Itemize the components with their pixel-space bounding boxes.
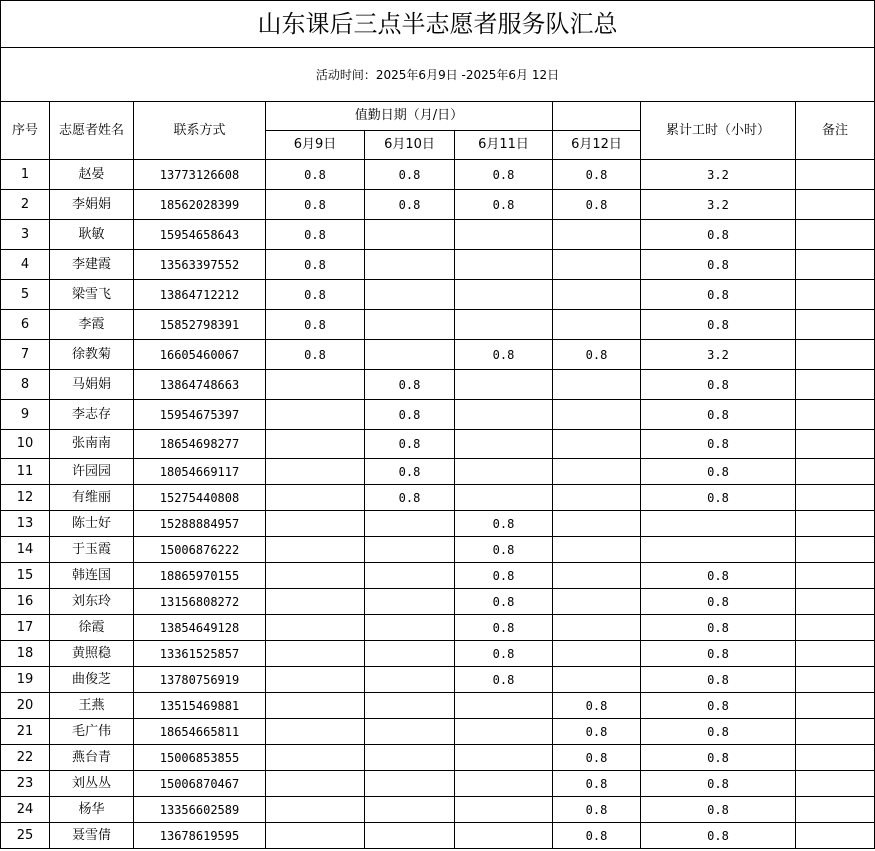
cell-date-3 bbox=[455, 797, 553, 823]
cell-date-3 bbox=[455, 719, 553, 745]
cell-date-2: 0.8 bbox=[365, 459, 455, 485]
cell-date-4: 0.8 bbox=[553, 719, 641, 745]
cell-seq: 15 bbox=[1, 563, 50, 589]
cell-total-hours: 0.8 bbox=[641, 563, 796, 589]
cell-remark bbox=[796, 719, 875, 745]
cell-date-2 bbox=[365, 797, 455, 823]
cell-date-3 bbox=[455, 430, 553, 459]
table-row bbox=[1, 280, 875, 310]
cell-name: 张南南 bbox=[50, 430, 134, 459]
cell-date-1 bbox=[266, 430, 365, 459]
cell-date-2: 0.8 bbox=[365, 400, 455, 430]
cell-date-1 bbox=[266, 641, 365, 667]
cell-seq: 8 bbox=[1, 370, 50, 400]
cell-date-3 bbox=[455, 485, 553, 511]
cell-total-hours: 0.8 bbox=[641, 615, 796, 641]
cell-remark bbox=[796, 589, 875, 615]
cell-total-hours: 0.8 bbox=[641, 693, 796, 719]
cell-total-hours: 0.8 bbox=[641, 370, 796, 400]
cell-name: 聂雪倩 bbox=[50, 823, 134, 849]
cell-seq: 9 bbox=[1, 400, 50, 430]
cell-date-3: 0.8 bbox=[455, 615, 553, 641]
cell-total-hours: 0.8 bbox=[641, 667, 796, 693]
cell-date-2 bbox=[365, 823, 455, 849]
table-row bbox=[1, 430, 875, 459]
cell-date-4 bbox=[553, 589, 641, 615]
cell-date-3: 0.8 bbox=[455, 160, 553, 190]
cell-total-hours: 0.8 bbox=[641, 485, 796, 511]
cell-name: 马娟娟 bbox=[50, 370, 134, 400]
cell-name: 李建霞 bbox=[50, 250, 134, 280]
table-row bbox=[1, 745, 875, 771]
cell-remark bbox=[796, 310, 875, 340]
cell-total-hours: 0.8 bbox=[641, 310, 796, 340]
cell-date-4 bbox=[553, 615, 641, 641]
cell-total-hours: 0.8 bbox=[641, 400, 796, 430]
table-row bbox=[1, 310, 875, 340]
cell-date-4: 0.8 bbox=[553, 693, 641, 719]
cell-date-3 bbox=[455, 280, 553, 310]
cell-date-2 bbox=[365, 250, 455, 280]
header-duty-dates-spacer bbox=[553, 102, 641, 131]
cell-remark bbox=[796, 693, 875, 719]
cell-date-3: 0.8 bbox=[455, 537, 553, 563]
cell-remark bbox=[796, 615, 875, 641]
cell-date-2 bbox=[365, 745, 455, 771]
table-row bbox=[1, 250, 875, 280]
cell-phone: 18865970155 bbox=[134, 563, 266, 589]
cell-date-1 bbox=[266, 511, 365, 537]
cell-date-1 bbox=[266, 615, 365, 641]
cell-date-3: 0.8 bbox=[455, 667, 553, 693]
cell-phone: 13678619595 bbox=[134, 823, 266, 849]
cell-remark bbox=[796, 771, 875, 797]
cell-name: 曲俊芝 bbox=[50, 667, 134, 693]
cell-total-hours bbox=[641, 537, 796, 563]
cell-total-hours: 0.8 bbox=[641, 745, 796, 771]
cell-date-1 bbox=[266, 563, 365, 589]
header-date-1: 6月9日 bbox=[266, 131, 365, 160]
cell-phone: 15275440808 bbox=[134, 485, 266, 511]
cell-date-4: 0.8 bbox=[553, 160, 641, 190]
cell-date-2: 0.8 bbox=[365, 430, 455, 459]
cell-seq: 13 bbox=[1, 511, 50, 537]
cell-name: 李霞 bbox=[50, 310, 134, 340]
cell-seq: 19 bbox=[1, 667, 50, 693]
cell-name: 徐教菊 bbox=[50, 340, 134, 370]
cell-remark bbox=[796, 667, 875, 693]
cell-remark bbox=[796, 160, 875, 190]
cell-date-1: 0.8 bbox=[266, 220, 365, 250]
cell-remark bbox=[796, 370, 875, 400]
cell-remark bbox=[796, 797, 875, 823]
cell-date-3 bbox=[455, 459, 553, 485]
cell-seq: 7 bbox=[1, 340, 50, 370]
cell-seq: 22 bbox=[1, 745, 50, 771]
table-row bbox=[1, 771, 875, 797]
table-row bbox=[1, 589, 875, 615]
header-date-3: 6月11日 bbox=[455, 131, 553, 160]
header-duty-dates: 值勤日期（月/日） bbox=[266, 102, 553, 131]
header-total-hours: 累计工时（小时） bbox=[641, 102, 796, 160]
table-row bbox=[1, 370, 875, 400]
cell-total-hours: 0.8 bbox=[641, 771, 796, 797]
cell-date-3: 0.8 bbox=[455, 340, 553, 370]
cell-date-1 bbox=[266, 485, 365, 511]
cell-date-2 bbox=[365, 220, 455, 250]
cell-seq: 4 bbox=[1, 250, 50, 280]
cell-name: 耿敏 bbox=[50, 220, 134, 250]
cell-date-1 bbox=[266, 823, 365, 849]
cell-date-1: 0.8 bbox=[266, 340, 365, 370]
cell-phone: 13156808272 bbox=[134, 589, 266, 615]
cell-phone: 15288884957 bbox=[134, 511, 266, 537]
cell-date-2: 0.8 bbox=[365, 370, 455, 400]
cell-date-2 bbox=[365, 693, 455, 719]
table-row bbox=[1, 615, 875, 641]
cell-date-4 bbox=[553, 667, 641, 693]
cell-phone: 18654698277 bbox=[134, 430, 266, 459]
table-row bbox=[1, 400, 875, 430]
cell-date-2 bbox=[365, 641, 455, 667]
cell-date-2: 0.8 bbox=[365, 485, 455, 511]
cell-name: 赵晏 bbox=[50, 160, 134, 190]
cell-remark bbox=[796, 340, 875, 370]
table-row bbox=[1, 641, 875, 667]
cell-phone: 13780756919 bbox=[134, 667, 266, 693]
cell-date-3 bbox=[455, 310, 553, 340]
cell-date-2 bbox=[365, 589, 455, 615]
cell-date-1 bbox=[266, 797, 365, 823]
cell-date-2 bbox=[365, 719, 455, 745]
cell-date-3 bbox=[455, 745, 553, 771]
cell-phone: 13773126608 bbox=[134, 160, 266, 190]
cell-name: 燕台青 bbox=[50, 745, 134, 771]
cell-date-4: 0.8 bbox=[553, 190, 641, 220]
cell-phone: 15954658643 bbox=[134, 220, 266, 250]
cell-phone: 15852798391 bbox=[134, 310, 266, 340]
cell-date-1 bbox=[266, 745, 365, 771]
cell-total-hours: 0.8 bbox=[641, 459, 796, 485]
header-date-4: 6月12日 bbox=[553, 131, 641, 160]
cell-date-3 bbox=[455, 220, 553, 250]
header-contact: 联系方式 bbox=[134, 102, 266, 160]
cell-name: 于玉霞 bbox=[50, 537, 134, 563]
cell-date-4 bbox=[553, 280, 641, 310]
cell-phone: 15006876222 bbox=[134, 537, 266, 563]
cell-date-1: 0.8 bbox=[266, 310, 365, 340]
cell-date-2 bbox=[365, 667, 455, 693]
cell-date-2 bbox=[365, 340, 455, 370]
cell-date-2: 0.8 bbox=[365, 190, 455, 220]
cell-name: 李志存 bbox=[50, 400, 134, 430]
cell-date-4 bbox=[553, 370, 641, 400]
cell-seq: 14 bbox=[1, 537, 50, 563]
cell-phone: 13356602589 bbox=[134, 797, 266, 823]
cell-seq: 24 bbox=[1, 797, 50, 823]
cell-seq: 25 bbox=[1, 823, 50, 849]
cell-total-hours: 0.8 bbox=[641, 823, 796, 849]
cell-total-hours: 3.2 bbox=[641, 160, 796, 190]
cell-date-4 bbox=[553, 400, 641, 430]
cell-name: 陈士好 bbox=[50, 511, 134, 537]
cell-date-1 bbox=[266, 370, 365, 400]
cell-seq: 5 bbox=[1, 280, 50, 310]
cell-date-4 bbox=[553, 537, 641, 563]
page-title: 山东课后三点半志愿者服务队汇总 bbox=[1, 1, 875, 48]
cell-remark bbox=[796, 563, 875, 589]
cell-date-3 bbox=[455, 693, 553, 719]
cell-name: 刘丛丛 bbox=[50, 771, 134, 797]
cell-name: 刘东玲 bbox=[50, 589, 134, 615]
cell-date-1: 0.8 bbox=[266, 160, 365, 190]
cell-date-3: 0.8 bbox=[455, 563, 553, 589]
cell-name: 李娟娟 bbox=[50, 190, 134, 220]
cell-date-4 bbox=[553, 459, 641, 485]
cell-date-2 bbox=[365, 771, 455, 797]
cell-date-3: 0.8 bbox=[455, 511, 553, 537]
cell-total-hours: 3.2 bbox=[641, 340, 796, 370]
table-row bbox=[1, 160, 875, 190]
cell-seq: 17 bbox=[1, 615, 50, 641]
activity-period: 活动时间：2025年6月9日 -2025年6月 12日 bbox=[1, 48, 875, 102]
cell-date-3 bbox=[455, 771, 553, 797]
cell-date-3 bbox=[455, 370, 553, 400]
cell-phone: 18054669117 bbox=[134, 459, 266, 485]
cell-name: 徐霞 bbox=[50, 615, 134, 641]
header-name: 志愿者姓名 bbox=[50, 102, 134, 160]
table-row bbox=[1, 667, 875, 693]
cell-date-2: 0.8 bbox=[365, 160, 455, 190]
cell-date-3: 0.8 bbox=[455, 641, 553, 667]
cell-phone: 15006853855 bbox=[134, 745, 266, 771]
cell-date-2 bbox=[365, 511, 455, 537]
cell-total-hours: 0.8 bbox=[641, 430, 796, 459]
cell-date-3: 0.8 bbox=[455, 190, 553, 220]
cell-seq: 21 bbox=[1, 719, 50, 745]
cell-date-4 bbox=[553, 511, 641, 537]
header-date-2: 6月10日 bbox=[365, 131, 455, 160]
table-row bbox=[1, 190, 875, 220]
cell-remark bbox=[796, 220, 875, 250]
cell-remark bbox=[796, 190, 875, 220]
cell-date-1 bbox=[266, 667, 365, 693]
cell-date-4 bbox=[553, 641, 641, 667]
cell-date-4: 0.8 bbox=[553, 797, 641, 823]
table-row bbox=[1, 485, 875, 511]
cell-phone: 13854649128 bbox=[134, 615, 266, 641]
cell-total-hours: 0.8 bbox=[641, 250, 796, 280]
cell-date-4 bbox=[553, 430, 641, 459]
cell-name: 杨华 bbox=[50, 797, 134, 823]
cell-seq: 10 bbox=[1, 430, 50, 459]
cell-name: 韩连国 bbox=[50, 563, 134, 589]
cell-date-3: 0.8 bbox=[455, 589, 553, 615]
cell-remark bbox=[796, 250, 875, 280]
cell-date-1: 0.8 bbox=[266, 190, 365, 220]
cell-date-1 bbox=[266, 771, 365, 797]
cell-phone: 16605460067 bbox=[134, 340, 266, 370]
table-row bbox=[1, 693, 875, 719]
table-row bbox=[1, 537, 875, 563]
table-row bbox=[1, 459, 875, 485]
cell-seq: 3 bbox=[1, 220, 50, 250]
cell-date-1 bbox=[266, 459, 365, 485]
table-row bbox=[1, 823, 875, 849]
cell-name: 许园园 bbox=[50, 459, 134, 485]
cell-phone: 18654665811 bbox=[134, 719, 266, 745]
cell-date-3 bbox=[455, 250, 553, 280]
cell-date-4 bbox=[553, 250, 641, 280]
cell-date-4: 0.8 bbox=[553, 340, 641, 370]
cell-date-1 bbox=[266, 400, 365, 430]
cell-date-4 bbox=[553, 310, 641, 340]
cell-name: 梁雪飞 bbox=[50, 280, 134, 310]
cell-seq: 1 bbox=[1, 160, 50, 190]
cell-date-2 bbox=[365, 537, 455, 563]
cell-total-hours: 0.8 bbox=[641, 220, 796, 250]
cell-remark bbox=[796, 485, 875, 511]
cell-seq: 2 bbox=[1, 190, 50, 220]
cell-seq: 20 bbox=[1, 693, 50, 719]
cell-remark bbox=[796, 823, 875, 849]
cell-name: 毛广伟 bbox=[50, 719, 134, 745]
cell-date-4 bbox=[553, 563, 641, 589]
cell-phone: 13563397552 bbox=[134, 250, 266, 280]
cell-phone: 18562028399 bbox=[134, 190, 266, 220]
cell-date-4: 0.8 bbox=[553, 771, 641, 797]
cell-total-hours: 0.8 bbox=[641, 280, 796, 310]
cell-seq: 11 bbox=[1, 459, 50, 485]
cell-remark bbox=[796, 459, 875, 485]
table-row bbox=[1, 220, 875, 250]
cell-remark bbox=[796, 430, 875, 459]
cell-date-1 bbox=[266, 589, 365, 615]
table-row bbox=[1, 511, 875, 537]
cell-date-1: 0.8 bbox=[266, 280, 365, 310]
table-row bbox=[1, 563, 875, 589]
cell-date-1 bbox=[266, 693, 365, 719]
cell-name: 有维丽 bbox=[50, 485, 134, 511]
table-row bbox=[1, 797, 875, 823]
cell-seq: 12 bbox=[1, 485, 50, 511]
cell-total-hours bbox=[641, 511, 796, 537]
cell-name: 王燕 bbox=[50, 693, 134, 719]
cell-phone: 15954675397 bbox=[134, 400, 266, 430]
table-row bbox=[1, 719, 875, 745]
cell-remark bbox=[796, 641, 875, 667]
cell-phone: 13864712212 bbox=[134, 280, 266, 310]
cell-date-4: 0.8 bbox=[553, 823, 641, 849]
cell-remark bbox=[796, 400, 875, 430]
cell-date-1: 0.8 bbox=[266, 250, 365, 280]
cell-total-hours: 0.8 bbox=[641, 589, 796, 615]
cell-seq: 18 bbox=[1, 641, 50, 667]
cell-date-2 bbox=[365, 280, 455, 310]
cell-remark bbox=[796, 745, 875, 771]
cell-date-2 bbox=[365, 310, 455, 340]
cell-total-hours: 0.8 bbox=[641, 719, 796, 745]
table-row bbox=[1, 340, 875, 370]
cell-total-hours: 3.2 bbox=[641, 190, 796, 220]
cell-remark bbox=[796, 537, 875, 563]
cell-date-1 bbox=[266, 719, 365, 745]
cell-phone: 13864748663 bbox=[134, 370, 266, 400]
cell-remark bbox=[796, 511, 875, 537]
cell-date-4 bbox=[553, 485, 641, 511]
cell-date-2 bbox=[365, 563, 455, 589]
cell-phone: 13361525857 bbox=[134, 641, 266, 667]
cell-date-2 bbox=[365, 615, 455, 641]
cell-date-1 bbox=[266, 537, 365, 563]
header-remark: 备注 bbox=[796, 102, 875, 160]
cell-date-3 bbox=[455, 823, 553, 849]
cell-phone: 13515469881 bbox=[134, 693, 266, 719]
cell-date-4 bbox=[553, 220, 641, 250]
cell-seq: 6 bbox=[1, 310, 50, 340]
header-seq: 序号 bbox=[1, 102, 50, 160]
cell-remark bbox=[796, 280, 875, 310]
cell-total-hours: 0.8 bbox=[641, 797, 796, 823]
cell-seq: 16 bbox=[1, 589, 50, 615]
cell-date-4: 0.8 bbox=[553, 745, 641, 771]
cell-total-hours: 0.8 bbox=[641, 641, 796, 667]
cell-date-3 bbox=[455, 400, 553, 430]
cell-seq: 23 bbox=[1, 771, 50, 797]
cell-phone: 15006870467 bbox=[134, 771, 266, 797]
cell-name: 黄照稳 bbox=[50, 641, 134, 667]
